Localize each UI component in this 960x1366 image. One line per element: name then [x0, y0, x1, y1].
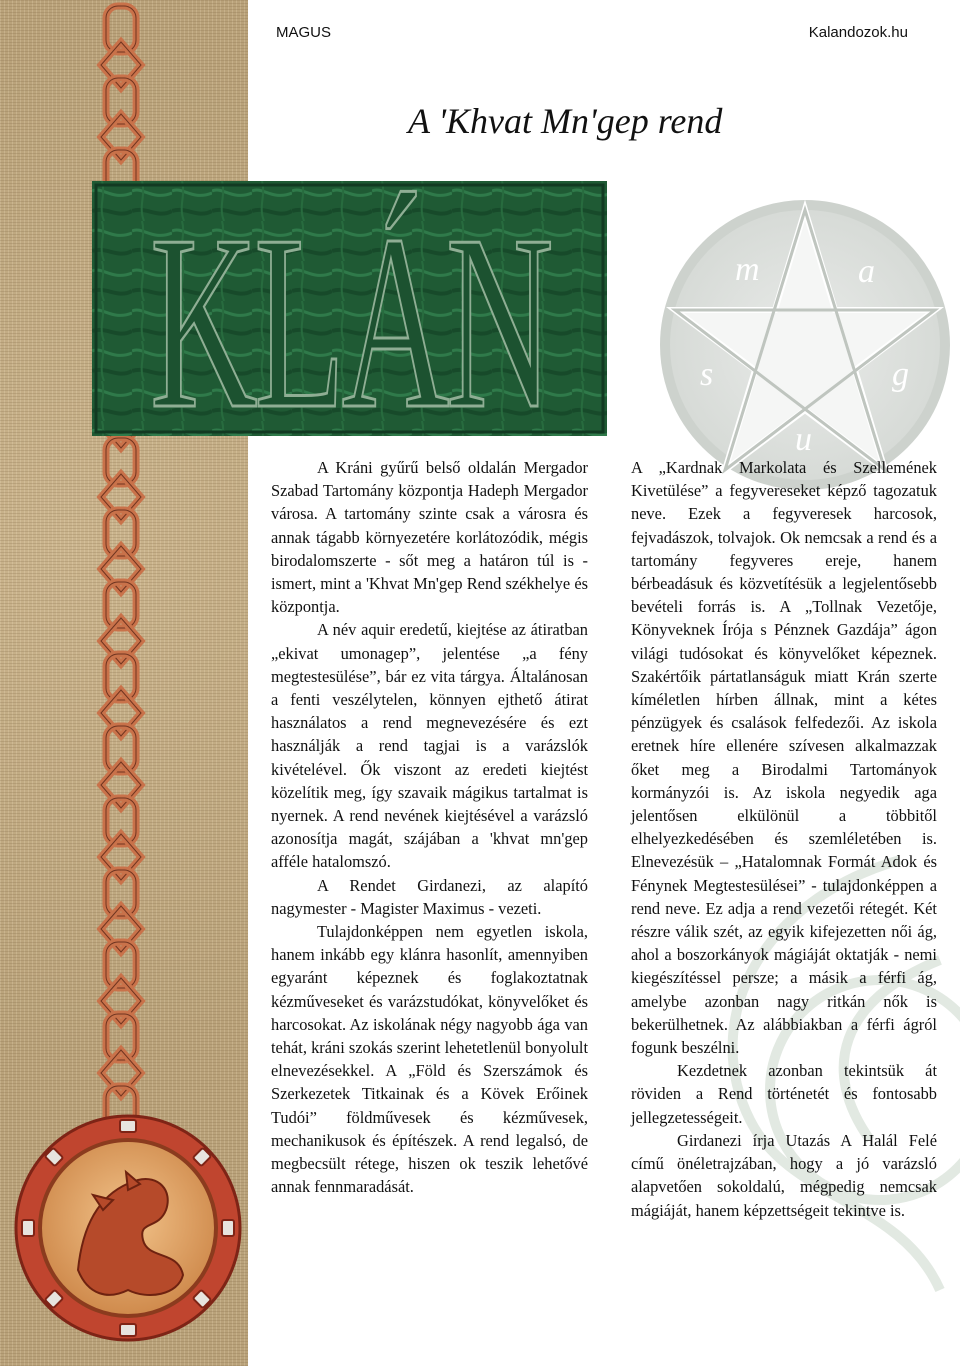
paragraph: A „Kardnak Markolata és Szellemének Kivetülése” a fegyvereseket képző tagozatuk neve. Ezek a fegyveresek harcosok, fejvadászok, tolvajok. Ok nemcsak a rend és a tartomány fegyveres ereje, hanem bérbeadásuk és közvetítésük a legjelentősebb bevételi forrás is. A „Tollnak Vezetője, Könyveknek Írója s Pénznek Gazdája” ágon világi tudósokat és könyvelőket képeznek. Szakértőik pártatlanságuk miatt Krán szerte kíméletlen hírben állnak, mint a kétes pénzügyek és csalások felfedezői. Az iskola eretnek híre ellenére szívesen alkalmazzak őket meg a Birodalmi Tartományok kormányzói is. Az iskola negyedik aga jelentősen elkülönül a többitől elhelyezkedésében és szemléletében is. Elnevezésük – „Hatalomnak Formát Adok és Fénynek Megtestesülései” - tulajdonképpen a rend neve. Ez adja a rend vezetői rétegét. Két részre válik szét, az egyik kifejezetten női ág, ahol a boszorkányok mágiáját oktatják - nemi kiegészítéssel persze; a másik a férfi ág, amelybe azonban nagy ritkán nők is bekerülhetnek. Az alábbiakban a férfi ágról fogunk beszélni. [631, 458, 937, 1058]
banner-text: KLÁN [150, 184, 551, 436]
pentagram-letter: a [858, 253, 875, 290]
header-magazine-name: MAGUS [276, 24, 332, 41]
right-column [631, 456, 937, 1222]
paragraph: A Rendet Girdanezi, az alapító nagymester - Magister Maximus - vezeti. [271, 875, 588, 918]
header-website: Kalandozok.hu [808, 24, 908, 41]
pentagram-emblem [630, 170, 960, 490]
paragraph: A Kráni gyűrű belső oldalán Mergador Szabad Tartomány központja Hadeph Mergador városa. A tartomány szinte csak a városra és annak tágabb környezetére korlátozódik, mégis birodalomszerte - sőt meg a határon túl is - ismert, mint a 'Khvat Mn'gep Rend székhelye és központja. [271, 458, 588, 617]
chain-ornament [86, 0, 156, 1140]
pentagram-letter: m [735, 251, 760, 288]
klan-banner [92, 181, 607, 436]
pentagram-letter: u [795, 421, 812, 458]
paragraph: Tulajdonképpen nem egyetlen iskola, hanem inkább egy klánra hasonlít, amennyiben egyaránt képeznek és foglakoztatnak kézműveseket és varázstudókat, könyvelőket és harcosokat. Az iskolának négy nagyobb ága van tehát, kráni szokás szerint lehetetlenül bonyolult elnevezésekkel. A „Föld és Szerszámok és Szerkezetek Titkainak és a Kövek Erőinek Tudói” földművesek és kézművesek, mechanikusok és építészek. A rend legalsó, de megbecsült rétege, hiszen ok teszik lehetővé annak fennmaradását. [271, 922, 588, 1197]
paragraph: Kezdetnek azonban tekintsük át röviden a Rend történetét és fontosabb jellegzetességeit. [631, 1061, 937, 1127]
paragraph: Girdanezi írja Utazás A Halál Felé című önéletrajzában, hogy a jó varázsló alapvetően sokoldalú, mégpedig nemcsak mágiáját, hanem képzettségeit tekintve is. [631, 1130, 937, 1220]
paragraph: A név aquir eredetű, kiejtése az átiratban „ekivat umonagep”, jelentése „a fény megtestesülése”, bár ez vita tárgya. Általánosan a fenti veszélytelen, könnyen ejthető átirat használatos a rend megnevezésére és ezt használják a rend tagjai is a varázslók kivételével. Ők viszont az eredeti kiejtést közelítik meg, így szavaik mágikus tartalmat is nyernek. A rend nevének kiejtésével a varázsló azonosítja magát, szájában a 'khvat mn'gep afféle hatalomszó. [271, 620, 588, 872]
lion-medallion [8, 1100, 248, 1350]
page-title: A 'Khvat Mn'gep rend [408, 101, 723, 141]
left-column [271, 456, 588, 1199]
pentagram-letter: s [700, 356, 714, 393]
pentagram-letter: g [892, 356, 909, 393]
